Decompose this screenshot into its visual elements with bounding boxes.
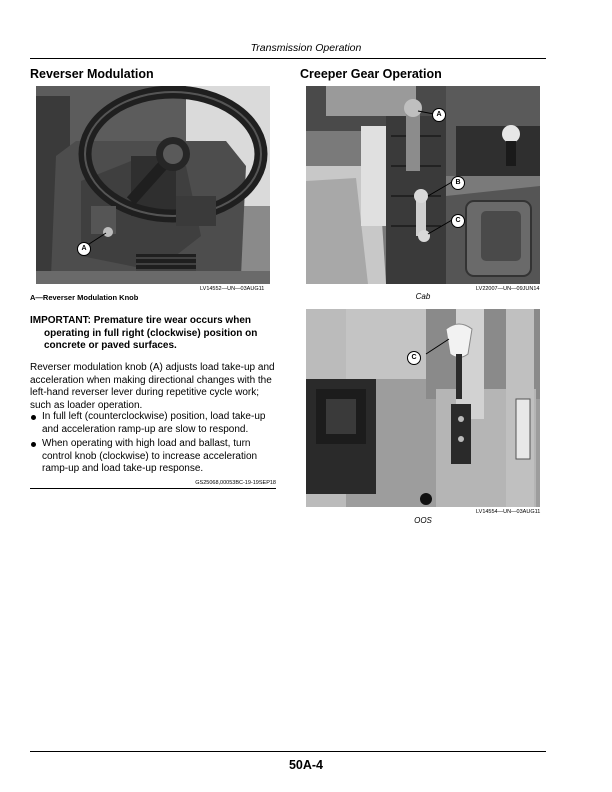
figure-caption-cab: Cab	[415, 292, 431, 301]
reverser-modulation-figure	[36, 86, 270, 284]
creeper-gear-cab-figure	[306, 86, 540, 284]
important-notice	[30, 315, 278, 353]
reference-id: GS25068,00053BC-19-19SEP18	[195, 480, 276, 486]
bullet-item: In full left (counterclockwise) position, load take-up and acceleration ramp-up are slow to respond.	[30, 411, 280, 436]
creeper-gear-oos-figure	[306, 309, 540, 507]
callout-c: C	[451, 214, 465, 228]
running-head: Transmission Operation	[250, 42, 362, 54]
figure-caption-oos: OOS	[414, 516, 432, 525]
callout-c: C	[407, 351, 421, 365]
bullet-list	[30, 411, 280, 478]
footer-rule	[30, 751, 546, 752]
section-end-rule	[30, 488, 276, 489]
figure-id: LV14554—UN—03AUG11	[476, 509, 541, 515]
section-heading-reverser-modulation: Reverser Modulation	[30, 67, 154, 81]
page-number: 50A-4	[288, 758, 324, 772]
callout-a: A	[432, 108, 446, 122]
cab-console-illustration	[306, 86, 540, 284]
callout-b: B	[451, 176, 465, 190]
important-text: Premature tire wear occurs when operating in full right (clockwise) position on concrete or paved surfaces.	[44, 315, 258, 351]
figure-caption-a: A—Reverser Modulation Knob	[30, 293, 139, 302]
steering-column-illustration	[36, 86, 270, 284]
callout-a: A	[77, 242, 91, 256]
section-heading-creeper-gear: Creeper Gear Operation	[300, 67, 442, 81]
paragraph-reverser-modulation: Reverser modulation knob (A) adjusts load take-up and acceleration when making directional changes with the left-hand reverser lever during repetitive cycle work; such as loader operation.	[30, 362, 275, 411]
bullet-item: When operating with high load and ballast, turn control knob (clockwise) to increase acceleration ramp-up and load take-up response.	[30, 438, 280, 476]
oos-floor-illustration	[306, 309, 540, 507]
header-rule	[30, 58, 546, 59]
important-label: IMPORTANT:	[30, 315, 91, 326]
figure-id: LV22007—UN—09JUN14	[476, 286, 540, 292]
figure-id: LV14552—UN—03AUG11	[200, 286, 265, 292]
